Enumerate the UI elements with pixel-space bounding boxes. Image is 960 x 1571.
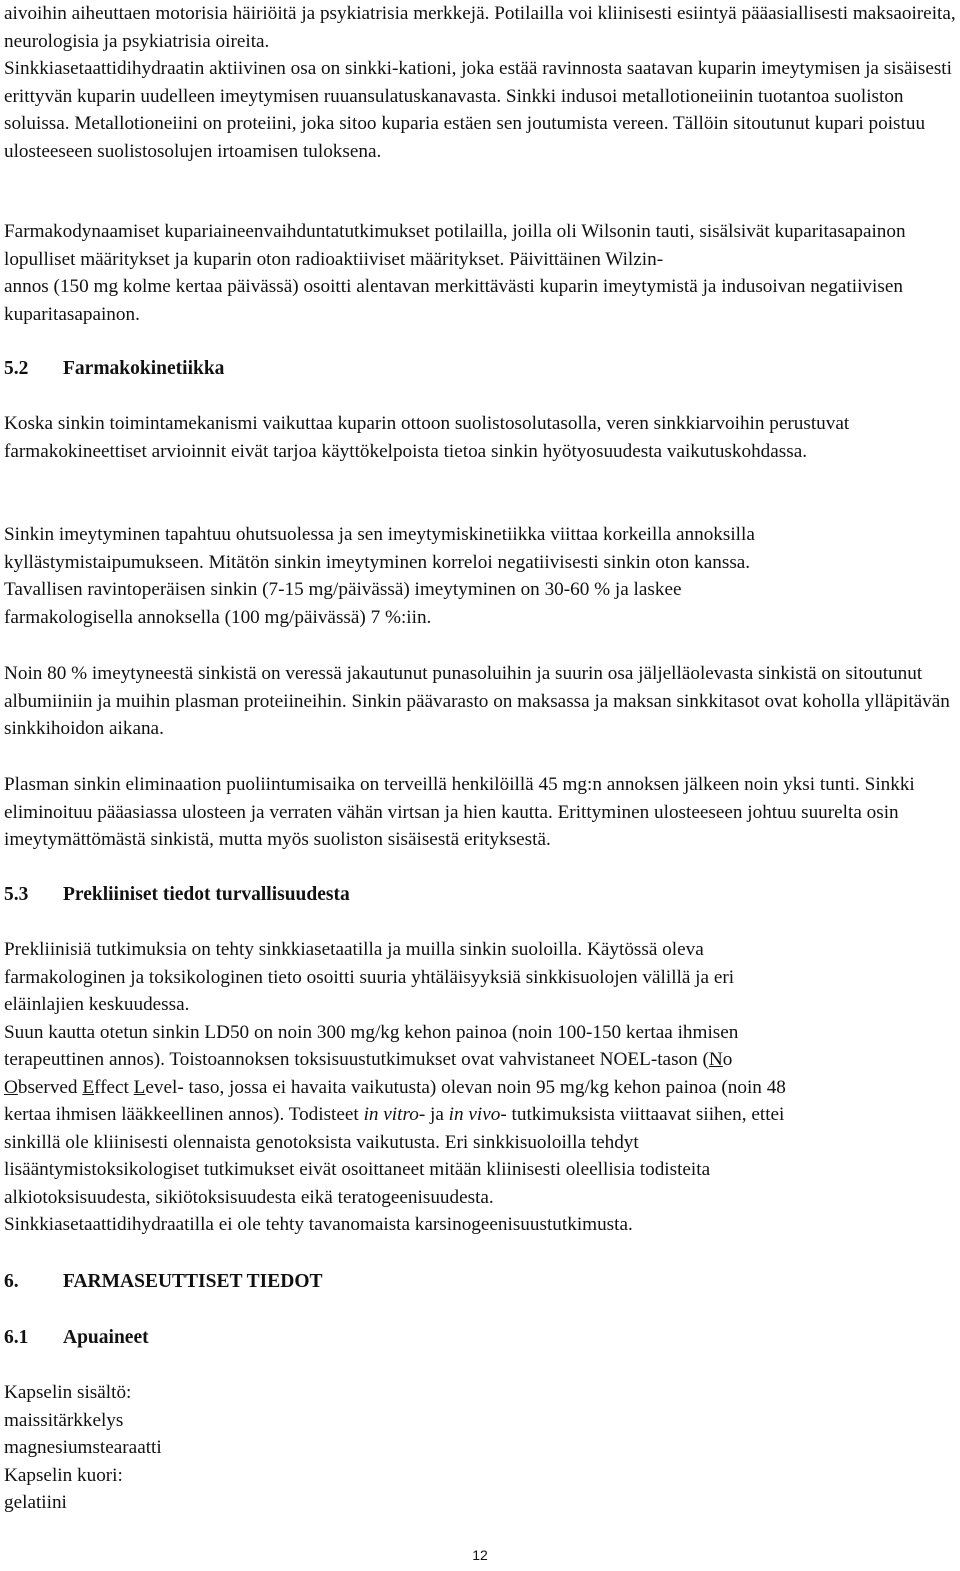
section-5-3-body [4, 936, 956, 1239]
text-run: ffect [94, 1076, 134, 1098]
list-item: magnesiumstearaatti [4, 1437, 162, 1458]
text-run: terapeuttinen annos). Toistoannoksen toksisuustutkimukset ovat vahvistaneet NOEL-tason ( [4, 1049, 709, 1070]
underlined-initial: E [82, 1076, 95, 1098]
section-number: 5.3 [4, 884, 29, 905]
section-5-2-paragraph-2 [4, 521, 956, 631]
italic-term: in vivo [448, 1104, 501, 1125]
section-5-2-paragraph-1 [4, 410, 956, 465]
section-heading-6-1 [4, 1324, 149, 1352]
section-heading-5-3 [4, 881, 350, 909]
list-item: Kapselin kuori: [4, 1464, 123, 1486]
section-title: Prekliiniset tiedot turvallisuudesta [63, 884, 350, 905]
text-line: Tavallisen ravintoperäisen sinkin (7-15 mg/päivässä) imeytyminen on 30-60 % ja laskee [4, 579, 682, 600]
text-line: Sinkin imeytyminen tapahtuu ohutsuolessa ja sen imeytymiskinetiikka viittaa korkeilla annoksilla [4, 524, 755, 545]
text-line: eläinlajien keskuudessa. [4, 994, 190, 1015]
text-line: Sinkkiasetaattidihydraatilla ei ole tehty tavanomaista karsinogeenisuustutkimusta. [4, 1214, 633, 1235]
text-line: Suun kautta otetun sinkin LD50 on noin 300 mg/kg kehon painoa (noin 100-150 kertaa ihmisen [4, 1021, 739, 1043]
section-number: 6.1 [4, 1327, 29, 1348]
text-line: sinkillä ole kliinisesti olennaista genotoksista vaikutusta. Eri sinkkisuoloilla tehdyt [4, 1131, 639, 1153]
text-run: bserved [17, 1076, 83, 1098]
text-line: farmakologisella annoksella (100 mg/päivässä) 7 %:iin. [4, 606, 432, 628]
text-run: kertaa ihmisen lääkkeellinen annos). Todisteet [4, 1104, 364, 1125]
paragraph-line: Farmakodynaamiset kupariaineenvaihduntatutkimukset potilailla, joilla oli Wilsonin tauti, sisälsivät kuparitasapainon lopulliset määritykset ja kuparin oton radioaktiiviset määritykset. Päivittäinen Wilzin- [4, 221, 906, 270]
underlined-initial: L [133, 1076, 146, 1098]
text-line: kyllästymistaipumukseen. Mitätön sinkin imeytyminen korreloi negatiivisesti sinkin oton kanssa. [4, 551, 751, 573]
paragraph: annos (150 mg kolme kertaa päivässä) osoitti alentavan merkittävästi kuparin imeytymistä ja indusoivan negatiivisen kuparitasapainon. [4, 276, 903, 325]
list-item: maissitärkkelys [4, 1409, 124, 1431]
text-line: alkiotoksisuudesta, sikiötoksisuudesta eikä teratogeenisuudesta. [4, 1186, 494, 1208]
section-title: FARMASEUTTISET TIEDOT [63, 1271, 323, 1292]
excipients-list [4, 1379, 956, 1517]
paragraph: Noin 80 % imeytyneestä sinkistä on veressä jakautunut punasoluihin ja suurin osa jäljelläolevasta sinkistä on sitoutunut albumiiniin ja muihin plasman proteiineihin. Sinkin päävarasto on maksassa ja maksan sinkkitasot ovat koholla ylläpitävän sinkkihoidon aikana. [4, 663, 950, 739]
underlined-initial: O [4, 1076, 18, 1098]
paragraph: Plasman sinkin eliminaation puoliintumisaika on terveillä henkilöillä 45 mg:n annoksen jälkeen noin yksi tunti. Sinkki eliminoituu pääasiassa ulosteen ja verraten vähän virtsan ja hien kautta. Erittyminen ulosteeseen johtuu suurelta osin imeytymättömästä sinkistä, mutta myös suoliston sisäisestä erityksestä. [4, 774, 915, 850]
section-5-1-paragraph-pharmacodynamics [4, 218, 956, 328]
section-number: 6. [4, 1271, 19, 1292]
text-line [4, 1046, 956, 1074]
text-run: o [722, 1049, 733, 1070]
section-heading-5-2 [4, 355, 224, 383]
italic-term: in vitro [363, 1104, 419, 1125]
list-item: Kapselin sisältö: [4, 1382, 132, 1403]
paragraph: Koska sinkin toimintamekanismi vaikuttaa kuparin ottoon suolistosolutasolla, veren sinkkiarvoihin perustuvat farmakokineettiset arvioinnit eivät tarjoa käyttökelpoista tietoa sinkin hyötyosuudesta vaikutuskohdassa. [4, 413, 850, 462]
text-line: Prekliinisiä tutkimuksia on tehty sinkkiasetaatilla ja muilla sinkin suoloilla. Käytössä oleva [4, 939, 704, 960]
text-run: evel- taso, jossa ei havaita vaikutusta) olevan noin 95 mg/kg kehon painoa (noin 48 [145, 1076, 786, 1098]
text-line: lisääntymistoksikologiset tutkimukset eivät osoittaneet mitään kliinisesti oleellisia todisteita [4, 1159, 711, 1180]
section-5-2-paragraph-3 [4, 660, 956, 743]
page-number: 12 [472, 1547, 488, 1563]
text-line: farmakologinen ja toksikologinen tieto osoitti suuria yhtäläisyyksiä sinkkisuolojen välillä ja eri [4, 966, 735, 988]
text-line [4, 1101, 956, 1129]
section-5-1-continuation [4, 0, 956, 165]
section-number: 5.2 [4, 358, 29, 379]
paragraph: Sinkkiasetaattidihydraatin aktiivinen osa on sinkki-kationi, joka estää ravinnosta saatavan kuparin imeytymisen ja sisäisesti erittyvän kuparin uudelleen imeytymisen ruuansulatuskanavasta. Sinkki indusoi metallotioneiinin tuotantoa suoliston soluissa. Metallotioneiini on proteiini, joka sitoo kuparia estäen sen joutumista vereen. Tällöin sitoutunut kupari poistuu ulosteeseen suolistosolujen irtoamisen tuloksena. [4, 58, 952, 162]
text-run: - ja [418, 1104, 449, 1125]
list-item: gelatiini [4, 1492, 67, 1513]
underlined-initial: N [708, 1049, 723, 1070]
section-heading-6 [4, 1268, 323, 1296]
section-title: Apuaineet [63, 1327, 149, 1348]
paragraph: aivoihin aiheuttaen motorisia häiriöitä ja psykiatrisia merkkejä. Potilailla voi kliinisesti esiintyä pääasiallisesti maksaoireita, neurologisia ja psykiatrisia oireita. [4, 3, 956, 52]
text-line [4, 1074, 956, 1102]
section-5-2-paragraph-4 [4, 771, 956, 854]
text-run: - tutkimuksista viittaavat siihen, ettei [500, 1104, 785, 1125]
section-title: Farmakokinetiikka [63, 358, 225, 379]
